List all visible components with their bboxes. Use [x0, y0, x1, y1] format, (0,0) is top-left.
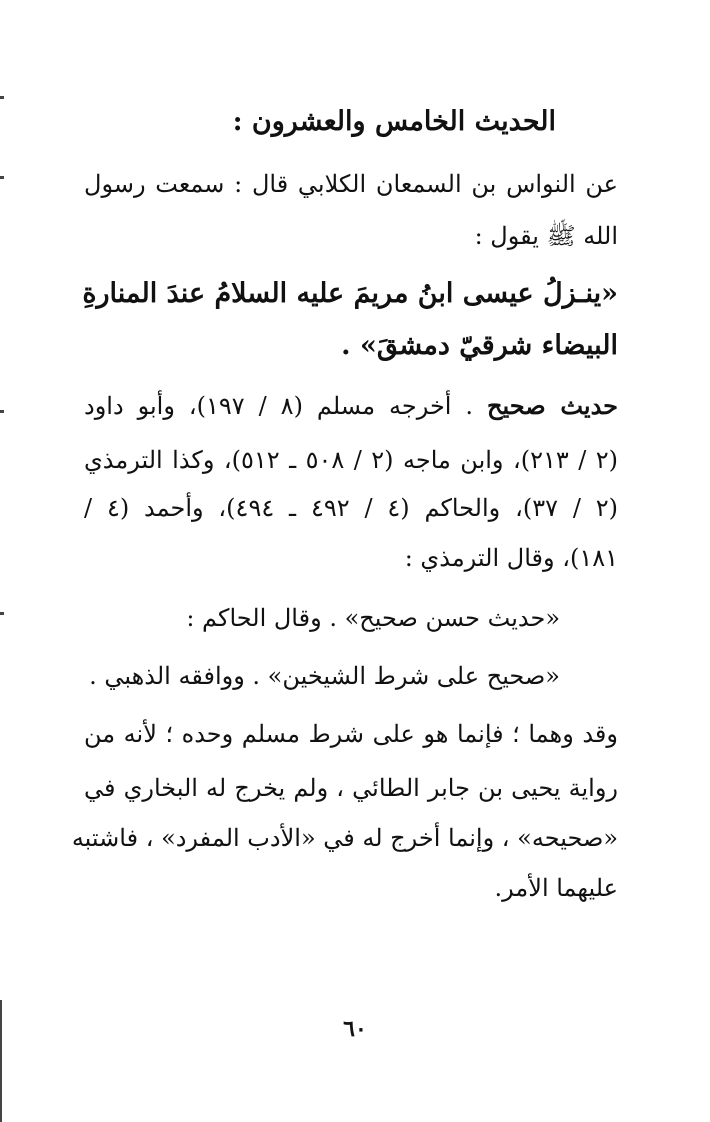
hadith-line: «ينـزلُ عيسى ابنُ مريمَ عليه السلامُ عندَ المنارةِ — [82, 278, 618, 309]
margin-mark — [0, 176, 4, 179]
quote-line: «صحيح على شرط الشيخين» . ووافقه الذهبي . — [89, 662, 560, 690]
takhrij-line: (٢ / ٣٧)، والحاكم (٤ / ٤٩٢ ـ ٤٩٤)، وأحمد (٤ / — [84, 494, 619, 522]
note-line: وقد وهما ؛ فإنما هو على شرط مسلم وحده ؛ لأنه من — [84, 720, 618, 748]
takhrij-line: (٢ / ٢١٣)، وابن ماجه (٢ / ٥٠٨ ـ ٥١٢)، وكذا الترمذي — [84, 446, 619, 474]
page-number: ٦٠ — [343, 1016, 367, 1042]
note-line: عليهما الأمر. — [494, 874, 618, 902]
takhrij-line: ١٨١)، وقال الترمذي : — [404, 544, 618, 572]
margin-mark — [0, 410, 4, 413]
quote-line: «حديث حسن صحيح» . وقال الحاكم : — [186, 604, 560, 632]
intro-line: الله ﷺ يقول : — [474, 222, 618, 250]
note-line: «صحيحه» ، وإنما أخرج له في «الأدب المفرد» ، فاشتبه — [71, 824, 618, 852]
takhrij-lead: حديث صحيح — [487, 391, 618, 420]
takhrij-line — [84, 388, 618, 428]
note-line: رواية يحيى بن جابر الطائي ، ولم يخرج له البخاري في — [84, 774, 618, 802]
section-heading: الحديث الخامس والعشرون : — [232, 106, 556, 137]
margin-mark — [0, 612, 4, 615]
margin-mark — [0, 96, 4, 99]
intro-line: عن النواس بن السمعان الكلابي قال : سمعت رسول — [84, 170, 618, 198]
takhrij-text: . أخرجه مسلم (٨ / ١٩٧)، وأبو داود — [84, 392, 474, 420]
hadith-line: البيضاء شرقيّ دمشقَ» . — [341, 330, 618, 361]
